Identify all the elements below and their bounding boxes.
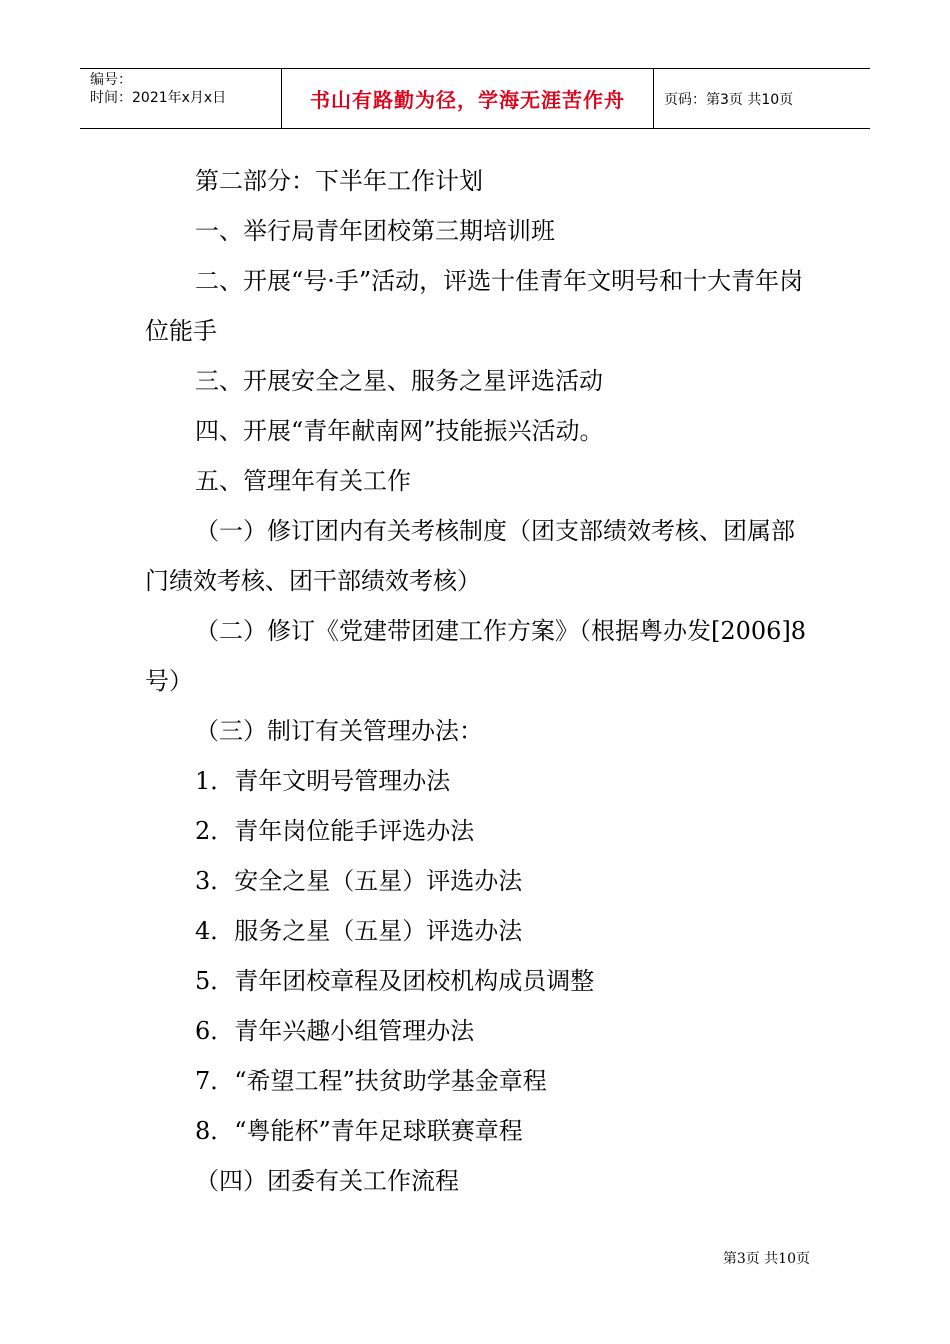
- paragraph: 三、开展安全之星、服务之星评选活动: [195, 367, 603, 395]
- list-item: 7．“希望工程”扶贫助学基金章程: [195, 1067, 547, 1095]
- list-item: 8．“粤能杯”青年足球联赛章程: [195, 1117, 523, 1145]
- list-item: 4．服务之星（五星）评选办法: [195, 917, 523, 945]
- page-footer: 第3页 共10页: [722, 1251, 810, 1267]
- paragraph: 二、开展“号·手”活动，评选十佳青年文明号和十大青年岗位能手: [145, 267, 804, 345]
- list-item: 5．青年团校章程及团校机构成员调整: [195, 967, 595, 995]
- header-page-cell: [654, 69, 870, 128]
- section-title: 第二部分：下半年工作计划: [195, 167, 483, 195]
- paragraph: （一）修订团内有关考核制度（团支部绩效考核、团属部门绩效考核、团干部绩效考核）: [145, 517, 795, 595]
- paragraph: （三）制订有关管理办法：: [195, 717, 483, 745]
- list-item: 3．安全之星（五星）评选办法: [195, 867, 523, 895]
- time-label: 时间：2021年x月x日: [90, 90, 227, 106]
- document-body: [145, 156, 810, 1206]
- paragraph: 一、举行局青年团校第三期培训班: [195, 217, 555, 245]
- paragraph: （二）修订《党建带团建工作方案》（根据粤办发[2006]8号）: [145, 617, 807, 695]
- header-meta: [80, 69, 282, 128]
- motto-text: 书山有路勤为径，学海无涯苦作舟: [310, 88, 625, 112]
- list-item: 1．青年文明号管理办法: [195, 767, 451, 795]
- paragraph: 四、开展“青年献南网”技能振兴活动。: [195, 417, 604, 445]
- page-info: 页码：第3页 共10页: [664, 91, 794, 108]
- list-item: 2．青年岗位能手评选办法: [195, 817, 475, 845]
- list-item: 6．青年兴趣小组管理办法: [195, 1017, 475, 1045]
- page-header: [80, 68, 870, 129]
- paragraph: （四）团委有关工作流程: [195, 1167, 459, 1195]
- paragraph: 五、管理年有关工作: [195, 467, 411, 495]
- header-motto-cell: [282, 69, 654, 128]
- number-label: 编号：: [90, 72, 132, 88]
